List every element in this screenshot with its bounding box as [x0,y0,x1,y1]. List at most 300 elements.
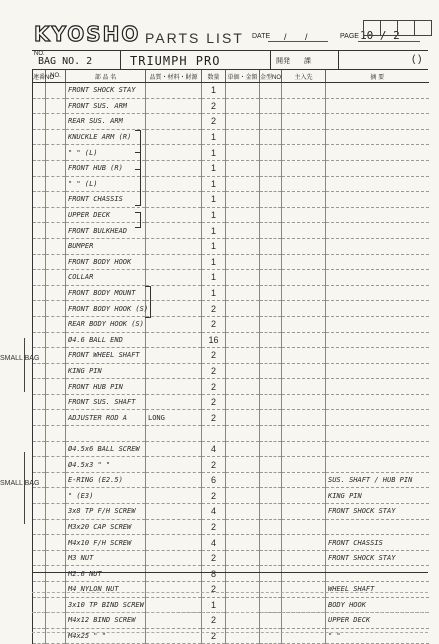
table-row [33,98,429,114]
supplier-cell [282,301,326,317]
remark-cell: " " [326,628,429,644]
remark-cell: WHEEL SHAFT [326,582,429,598]
table-row [33,410,429,426]
qty-cell: 2 [202,582,226,598]
spec-cell [146,582,202,598]
serial-cell [33,519,46,535]
part-name-cell: M4x10 F/H SCREW [66,535,146,551]
no-cell [46,550,66,566]
remark-cell [326,457,429,473]
serial-cell [33,223,46,239]
spec-cell [146,628,202,644]
price-cell [226,129,260,145]
serial-cell [33,504,46,520]
remark-cell [326,192,429,208]
qty-cell: 2 [202,613,226,629]
mold-cell [260,301,282,317]
serial-cell [33,457,46,473]
no-cell [46,192,66,208]
qty-cell: 1 [202,223,226,239]
qty-cell: 4 [202,504,226,520]
table-row [33,348,429,364]
parts-table [32,70,429,644]
price-cell [226,176,260,192]
table-row [33,441,429,457]
part-name-cell: 3x10 TP BIND SCREW [66,597,146,613]
part-name-cell: M2.6 NUT [66,566,146,582]
no-cell [46,410,66,426]
mold-cell [260,176,282,192]
supplier-cell [282,628,326,644]
remark-cell [326,441,429,457]
serial-cell [33,301,46,317]
serial-cell [33,550,46,566]
price-cell [226,582,260,598]
table-row [33,379,429,395]
qty-cell: 1 [202,238,226,254]
part-name-cell: M3 NUT [66,550,146,566]
table-row [33,628,429,644]
mold-cell [260,550,282,566]
supplier-cell [282,129,326,145]
mold-cell [260,582,282,598]
no-cell [46,114,66,130]
no-cell [46,160,66,176]
qty-cell: 2 [202,348,226,364]
mold-cell [260,192,282,208]
page-line [358,41,420,42]
price-cell [226,207,260,223]
part-name-cell: 3x8 TP F/H SCREW [66,504,146,520]
table-row [33,114,429,130]
supplier-cell [282,519,326,535]
remark-cell [326,223,429,239]
serial-cell [33,628,46,644]
mold-cell [260,426,282,442]
remark-cell [326,238,429,254]
part-name-cell: FRONT BODY HOOK [66,254,146,270]
table-row [33,83,429,99]
model-name: TRIUMPH PRO [130,54,221,68]
remark-cell [326,114,429,130]
remark-cell [326,410,429,426]
table-row [33,129,429,145]
remark-cell [326,83,429,99]
col-serial: 連番NO [33,70,46,83]
price-cell [226,426,260,442]
mold-cell [260,316,282,332]
part-name-cell: M3x20 CAP SCREW [66,519,146,535]
part-name-cell: " (E3) [66,488,146,504]
remark-cell [326,301,429,317]
no-cell [46,332,66,348]
spec-cell [146,207,202,223]
serial-cell [33,332,46,348]
table-row [33,488,429,504]
supplier-cell [282,348,326,364]
supplier-cell [282,613,326,629]
spec-cell [146,316,202,332]
no-cell [46,566,66,582]
qty-cell: 2 [202,316,226,332]
supplier-cell [282,472,326,488]
qty-cell: 2 [202,457,226,473]
price-cell [226,270,260,286]
mold-cell [260,348,282,364]
serial-cell [33,394,46,410]
part-name-cell: FRONT BODY HOOK (S) [66,301,146,317]
no-label: NO. [34,51,45,57]
part-name-cell: Ø4.5x3 " " [66,457,146,473]
remark-cell [326,519,429,535]
qty-cell: 16 [202,332,226,348]
serial-cell [33,441,46,457]
spec-cell [146,457,202,473]
serial-cell [33,160,46,176]
price-cell [226,394,260,410]
col-spec: 品質・材料・財源 [146,70,202,83]
table-row [33,426,429,442]
remark-cell: FRONT SHOCK STAY [326,550,429,566]
table-row [33,145,429,161]
remark-cell [326,145,429,161]
price-cell [226,332,260,348]
serial-cell [33,316,46,332]
sheet-title: PARTS LIST [145,30,244,46]
part-name-cell: COLLAR [66,270,146,286]
qty-cell: 1 [202,270,226,286]
supplier-cell [282,83,326,99]
no-cell [46,582,66,598]
serial-cell [33,114,46,130]
part-name-cell: ADJUSTER ROD A [66,410,146,426]
qty-cell: 1 [202,83,226,99]
dev-label: 開発 [276,58,290,65]
supplier-cell [282,394,326,410]
remark-cell: SUS. SHAFT / HUB PIN [326,472,429,488]
remark-cell [326,98,429,114]
serial-cell [33,207,46,223]
supplier-cell [282,332,326,348]
side-note-2: SMALL BAG [0,480,40,487]
supplier-cell [282,566,326,582]
part-name-cell [66,426,146,442]
table-row [33,223,429,239]
supplier-cell [282,550,326,566]
spec-cell [146,519,202,535]
mold-cell [260,613,282,629]
col-mold: 金型NO [260,70,282,83]
no-cell [46,535,66,551]
bag-number: BAG NO. 2 [38,56,93,67]
mold-cell [260,488,282,504]
qty-cell: 1 [202,176,226,192]
table-row [33,332,429,348]
no-cell [46,613,66,629]
qty-cell: 1 [202,254,226,270]
price-cell [226,457,260,473]
serial-cell [33,488,46,504]
supplier-cell [282,160,326,176]
serial-cell [33,379,46,395]
remark-cell [326,566,429,582]
part-name-cell: M4x12 BIND SCREW [66,613,146,629]
supplier-cell [282,316,326,332]
supplier-cell [282,207,326,223]
spec-cell [146,192,202,208]
mold-cell [260,207,282,223]
spec-cell [146,379,202,395]
serial-cell [33,238,46,254]
supplier-cell [282,426,326,442]
table-row [33,176,429,192]
spec-cell [146,238,202,254]
price-cell [226,145,260,161]
mold-cell [260,394,282,410]
qty-cell [202,426,226,442]
spec-cell [146,441,202,457]
table-row [33,613,429,629]
qty-cell: 4 [202,535,226,551]
mold-cell [260,332,282,348]
table-row [33,457,429,473]
mold-cell [260,145,282,161]
part-name-cell: Ø4.5x6 BALL SCREW [66,441,146,457]
part-name-cell: FRONT SUS. ARM [66,98,146,114]
spec-cell [146,98,202,114]
col-qty: 数量 [202,70,226,83]
remark-cell [326,270,429,286]
price-cell [226,441,260,457]
price-cell [226,98,260,114]
table-row [33,394,429,410]
table-row [33,316,429,332]
qty-cell: 2 [202,519,226,535]
serial-cell [33,83,46,99]
qty-cell: 2 [202,114,226,130]
spec-cell: LONG [146,410,202,426]
date-line [268,41,328,42]
part-name-cell: M4x25 " " [66,628,146,644]
qty-cell: 1 [202,597,226,613]
qty-cell: 2 [202,550,226,566]
no-cell [46,488,66,504]
supplier-cell [282,488,326,504]
table-row [33,285,429,301]
supplier-cell [282,379,326,395]
no-cell [46,628,66,644]
serial-cell [33,145,46,161]
remark-cell [326,160,429,176]
mold-cell [260,254,282,270]
no-cell [46,441,66,457]
mold-cell [260,98,282,114]
col-part-name: 部 品 名 [66,70,146,83]
supplier-cell [282,176,326,192]
no-cell [46,98,66,114]
qty-cell: 6 [202,472,226,488]
no-cell [46,83,66,99]
price-cell [226,410,260,426]
col-remarks: 摘 要 [326,70,429,83]
price-cell [226,83,260,99]
price-cell [226,472,260,488]
supplier-cell [282,410,326,426]
table-row [33,207,429,223]
supplier-cell [282,192,326,208]
price-cell [226,535,260,551]
no-cell [46,472,66,488]
qty-cell: 1 [202,145,226,161]
mold-cell [260,597,282,613]
table-row [33,535,429,551]
price-cell [226,597,260,613]
part-name-cell: FRONT BULKHEAD [66,223,146,239]
table-row [33,472,429,488]
mold-cell [260,285,282,301]
mold-cell [260,566,282,582]
mold-cell [260,379,282,395]
price-cell [226,628,260,644]
mold-cell [260,363,282,379]
spec-cell [146,348,202,364]
serial-cell [33,582,46,598]
no-cell [46,394,66,410]
supplier-cell [282,457,326,473]
supplier-cell [282,145,326,161]
qty-cell: 2 [202,488,226,504]
price-cell [226,316,260,332]
spec-cell [146,145,202,161]
dev-dept: 課 [304,58,311,65]
price-cell [226,566,260,582]
part-name-cell: " " (L) [66,176,146,192]
col-no: NO. [46,70,66,83]
qty-cell: 2 [202,410,226,426]
mold-cell [260,160,282,176]
col-supplier: 主入先 [282,70,326,83]
part-name-cell: REAR BODY HOOK (S) [66,316,146,332]
bag-row [32,50,428,70]
table-row [33,254,429,270]
serial-cell [33,129,46,145]
qty-cell: 2 [202,379,226,395]
serial-cell [33,535,46,551]
remark-cell [326,363,429,379]
remark-cell [326,207,429,223]
no-cell [46,270,66,286]
spec-cell [146,597,202,613]
supplier-cell [282,535,326,551]
serial-cell [33,270,46,286]
spec-cell [146,535,202,551]
table-row [33,238,429,254]
remark-cell: FRONT CHASSIS [326,535,429,551]
supplier-cell [282,597,326,613]
part-name-cell: FRONT WHEEL SHAFT [66,348,146,364]
table-row [33,566,429,582]
remark-cell [326,254,429,270]
no-cell [46,301,66,317]
price-cell [226,363,260,379]
price-cell [226,301,260,317]
spec-cell [146,613,202,629]
supplier-cell [282,98,326,114]
serial-cell [33,597,46,613]
paren-field: ( ) [412,54,422,65]
spec-cell [146,488,202,504]
supplier-cell [282,238,326,254]
qty-cell: 2 [202,628,226,644]
table-row [33,550,429,566]
qty-cell: 2 [202,363,226,379]
side-note-1: SMALL BAG [0,355,40,362]
mold-cell [260,457,282,473]
price-cell [226,285,260,301]
serial-cell [33,254,46,270]
no-cell [46,254,66,270]
qty-cell: 1 [202,285,226,301]
spec-cell [146,129,202,145]
no-cell [46,379,66,395]
supplier-cell [282,582,326,598]
part-name-cell: E-RING (E2.5) [66,472,146,488]
spec-cell [146,270,202,286]
kyosho-logo: KYOSHO [34,22,141,46]
part-name-cell: FRONT CHASSIS [66,192,146,208]
serial-cell [33,613,46,629]
remark-cell: UPPER DECK [326,613,429,629]
page-value: 10 / 2 [360,29,400,42]
no-cell [46,504,66,520]
remark-cell [326,332,429,348]
serial-cell [33,192,46,208]
price-cell [226,488,260,504]
part-name-cell: FRONT HUB (R) [66,160,146,176]
spec-cell [146,566,202,582]
no-cell [46,426,66,442]
remark-cell [326,129,429,145]
part-name-cell: FRONT HUB PIN [66,379,146,395]
price-cell [226,238,260,254]
part-name-cell: FRONT BODY MOUNT [66,285,146,301]
serial-cell [33,363,46,379]
remark-cell: FRONT SHOCK STAY [326,504,429,520]
serial-cell [33,426,46,442]
table-row [33,270,429,286]
spec-cell [146,472,202,488]
part-name-cell: M4 NYLON NUT [66,582,146,598]
supplier-cell [282,285,326,301]
mold-cell [260,83,282,99]
qty-cell: 1 [202,192,226,208]
mold-cell [260,535,282,551]
qty-cell: 2 [202,394,226,410]
qty-cell: 4 [202,441,226,457]
part-name-cell: FRONT SHOCK STAY [66,83,146,99]
no-cell [46,238,66,254]
remark-cell [326,348,429,364]
serial-cell [33,98,46,114]
mold-cell [260,519,282,535]
no-cell [46,176,66,192]
check-boxes [364,20,432,36]
no-cell [46,348,66,364]
serial-cell [33,410,46,426]
no-cell [46,519,66,535]
table-row [33,582,429,598]
col-price: 単価・金額 [226,70,260,83]
